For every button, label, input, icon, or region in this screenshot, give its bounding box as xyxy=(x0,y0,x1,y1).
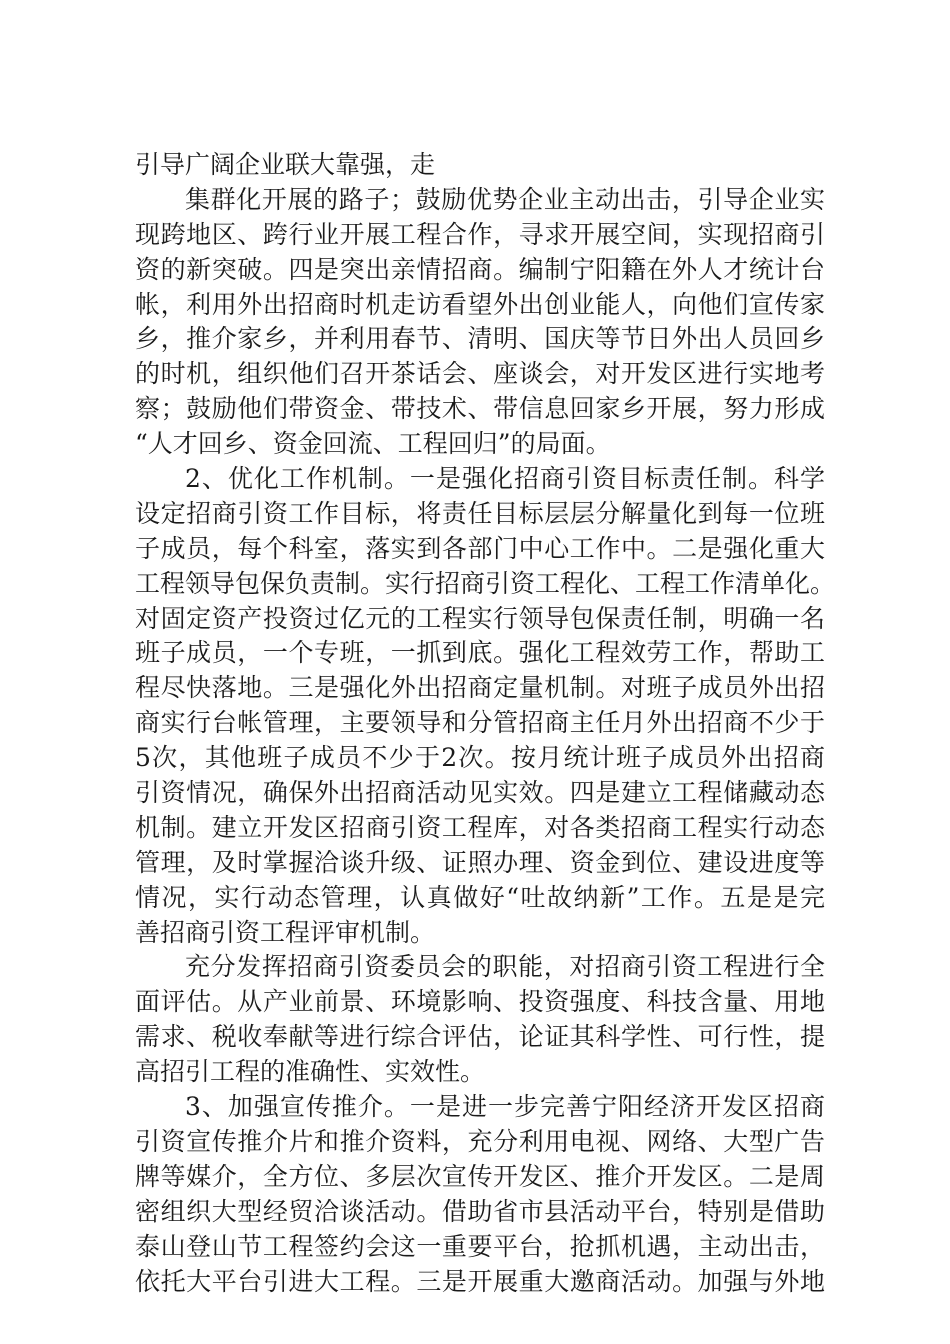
text-line: “人才回乡、资金回流、工程回归”的局面。 xyxy=(135,429,611,459)
text-line: 情况，实行动态管理，认真做好“吐故纳新”工作。五是是完 xyxy=(135,882,825,912)
text-line: 商实行台帐管理，主要领导和分管招商主任月外出招商不少于 xyxy=(135,708,825,738)
text-line: 管理，及时掌握洽谈升级、证照办理、资金到位、建设进度等 xyxy=(135,847,825,877)
document-body xyxy=(135,148,836,1299)
text-line: 牌等媒介，全方位、多层次宣传开发区、推介开发区。二是周 xyxy=(135,1161,825,1191)
text-line: 依托大平台引进大工程。三是开展重大邀商活动。加强与外地 xyxy=(135,1266,825,1296)
text-line: 5次，其他班子成员不少于2次。按月统计班子成员外出招商 xyxy=(135,743,825,773)
text-line: 程尽快落地。三是强化外出招商定量机制。对班子成员外出招 xyxy=(135,673,825,703)
paragraph-first-line: 充分发挥招商引资委员会的职能，对招商引资工程进行全 xyxy=(185,952,825,982)
text-line: 高招引工程的准确性、实效性。 xyxy=(135,1057,486,1087)
text-line: 泰山登山节工程签约会这一重要平台，抢抓机遇，主动出击， xyxy=(135,1231,825,1261)
text-line: 乡，推介家乡，并利用春节、清明、国庆等节日外出人员回乡 xyxy=(135,324,825,354)
text-line: 需求、税收奉献等进行综合评估，论证其科学性、可行性，提 xyxy=(135,1022,825,1052)
paragraph-first-line: 2、优化工作机制。一是强化招商引资目标责任制。科学 xyxy=(185,464,825,494)
text-line: 引资宣传推介片和推介资料，充分利用电视、网络、大型广告 xyxy=(135,1126,825,1156)
text-line: 密组织大型经贸洽谈活动。借助省市县活动平台，特别是借助 xyxy=(135,1196,825,1226)
text-line: 面评估。从产业前景、环境影响、投资强度、科技含量、用地 xyxy=(135,987,825,1017)
text-line: 工程领导包保负责制。实行招商引资工程化、工程工作清单化。 xyxy=(135,568,836,598)
text-line: 引导广阔企业联大靠强，走 xyxy=(135,150,436,179)
text-line: 察；鼓励他们带资金、带技术、带信息回家乡开展，努力形成 xyxy=(135,394,825,424)
text-line: 班子成员，一个专班，一抓到底。强化工程效劳工作，帮助工 xyxy=(135,638,825,668)
text-line: 对固定资产投资过亿元的工程实行领导包保责任制，明确一名 xyxy=(135,603,825,633)
paragraph-first-line: 集群化开展的路子；鼓励优势企业主动出击，引导企业实 xyxy=(185,184,825,214)
text-line: 帐，利用外出招商时机走访看望外出创业能人，向他们宣传家 xyxy=(135,289,825,319)
text-line: 子成员，每个科室，落实到各部门中心工作中。二是强化重大 xyxy=(135,533,825,563)
text-line: 资的新突破。四是突出亲情招商。编制宁阳籍在外人才统计台 xyxy=(135,254,825,284)
text-line: 的时机，组织他们召开茶话会、座谈会，对开发区进行实地考 xyxy=(135,359,825,389)
text-line: 引资情况，确保外出招商活动见实效。四是建立工程储藏动态 xyxy=(135,778,825,808)
text-line: 现跨地区、跨行业开展工程合作，寻求开展空间，实现招商引 xyxy=(135,219,825,249)
paragraph-first-line: 3、加强宣传推介。一是进一步完善宁阳经济开发区招商 xyxy=(185,1092,825,1122)
text-line: 设定招商引资工作目标，将责任目标层层分解量化到每一位班 xyxy=(135,498,825,528)
text-line: 机制。建立开发区招商引资工程库，对各类招商工程实行动态 xyxy=(135,812,825,842)
text-line: 善招商引资工程评审机制。 xyxy=(135,917,436,947)
